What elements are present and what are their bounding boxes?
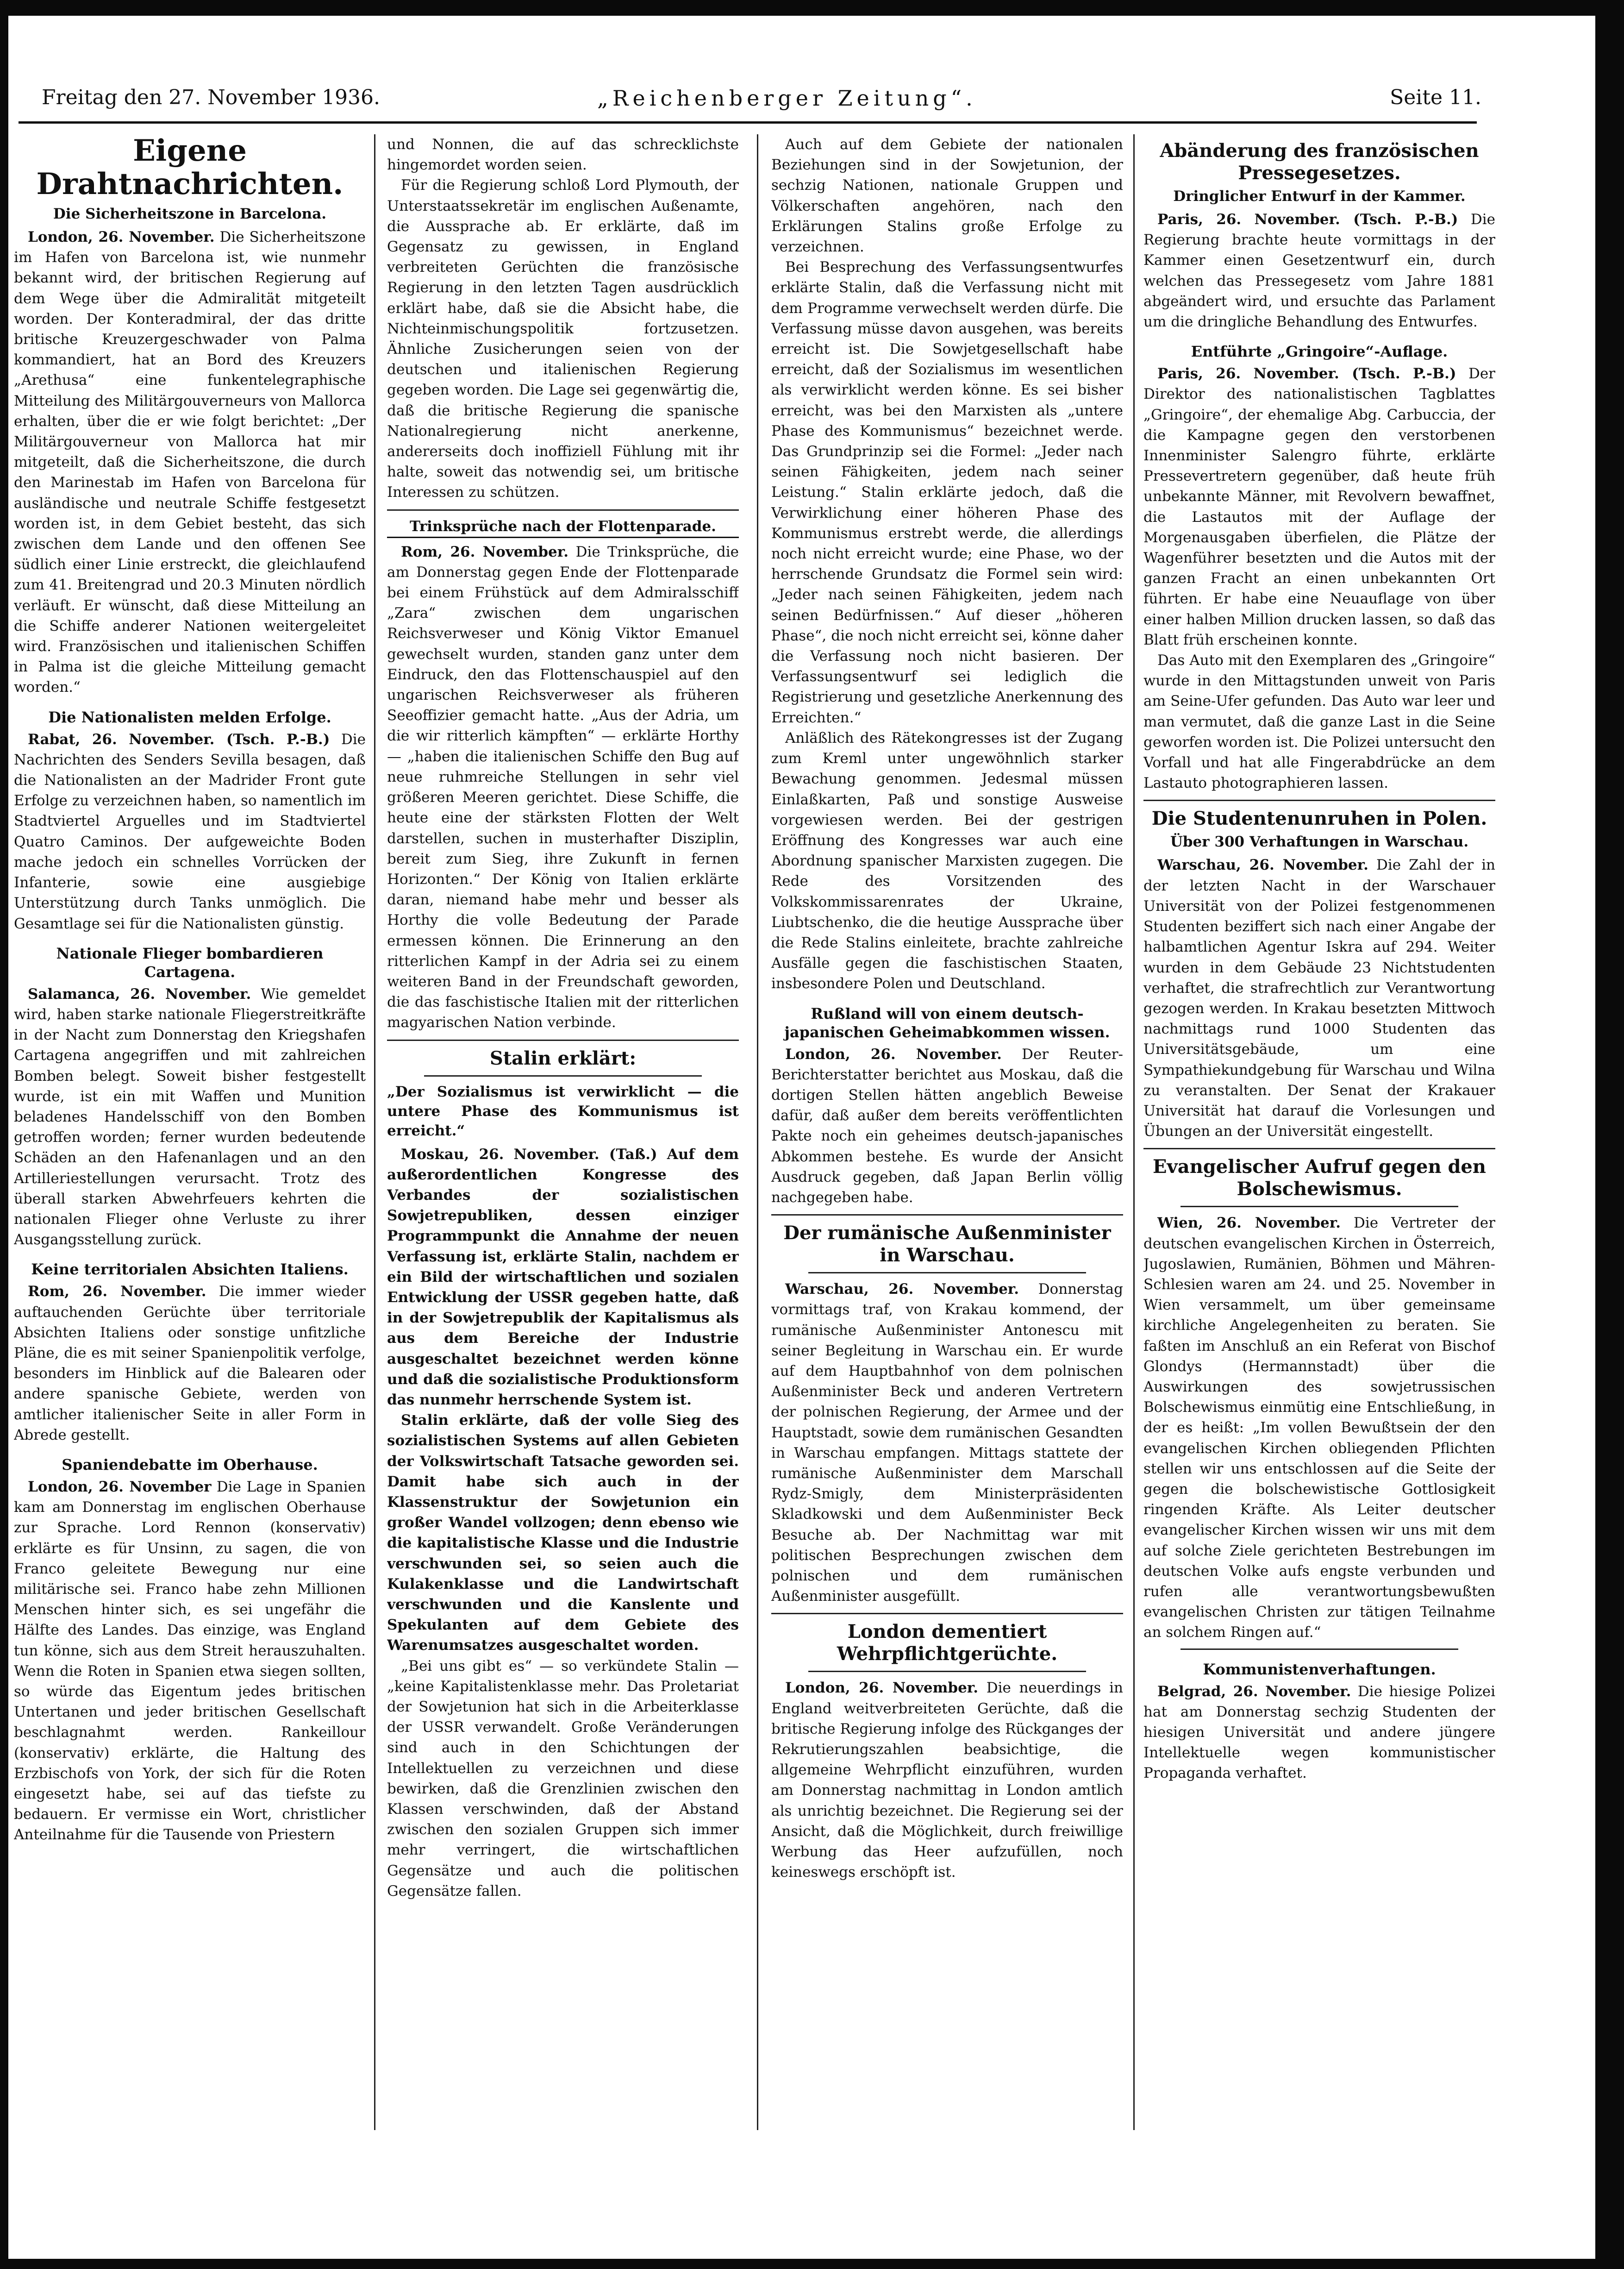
article-continuation: und Nonnen, die auf das schrecklichste hingemordet worden seien. <box>387 136 739 174</box>
article-text: Wie gemeldet wird, haben starke nationale Fliegerstreitkräfte in der Nacht zum Donnerstag den Kriegshafen Cartagena angegriffen und mit zahlreichen Bomben belegt. Soweit bisher festgestellt wurde, ist ein mit Waffen und Munition beladenes Handelsschiff von den Bomben getroffen worden; ferner wurden bedeutende Schäden an den Hafenanlagen und an den Artilleriestellungen verursacht. Trotz des überall starken Abwehrfeuers kehrten die nationalen Flieger ohne Verluste zu ihrer Ausgangsstellung zurück. <box>14 985 366 1248</box>
article-heading: Entführte „Gringoire“-Auflage. <box>1191 343 1448 361</box>
article-text: Die neuerdings in England weitverbreiteten Gerüchte, daß die britische Regierung infolge des Rückganges der Rekrutierungszahlen beabsichtige, die allgemeine Wehrpflicht einzuführen, wurden am Donnerstag nachmittag in London amtlich als unrichtig bezeichnet. Die Regierung sei der Ansicht, daß die Möglichkeit, durch freiwillige Werbung das Heer aufzufüllen, noch keineswegs erschöpft ist. <box>771 1680 1123 1881</box>
article-body <box>14 729 366 934</box>
heading-rule <box>808 1272 1086 1273</box>
column-2 <box>387 134 739 2130</box>
article-heading: Nationale Flieger bombardieren Cartagena. <box>56 944 324 981</box>
article-body <box>1143 1681 1495 1784</box>
article-heading: Spaniendebatte im Oberhause. <box>62 1455 318 1473</box>
article-text: Auf dem außerordentlichen Kongresse des Verbandes der sozialistischen Sowjetrepubliken, dessen einziger Programmpunkt die Annahme der neuen Verfassung ist, erklärte Stalin, nachdem er ein Bild der wirtschaftlichen und sozialen Entwicklung der USSR gegeben hatte, daß in der Sowjetrepublik der Kapitalismus als aus dem Bereiche der Industrie ausgeschaltet bezeichnet werden könne und daß die sozialistische Produktionsform das nunmehr herrschende System ist. <box>387 1146 739 1408</box>
dateline: London, 26. November. <box>28 229 215 245</box>
dateline: London, 26. November. <box>785 1680 979 1697</box>
article-paragraph: Auch auf dem Gebiete der nationalen Beziehungen sind in der Sowjetunion, der sechzig Nationen, nationale Gruppen und Völkerschaften angehören, nach den Erklärungen Stalins große Erfolge zu verzeichnen. <box>771 136 1123 256</box>
heading-rule <box>1181 1206 1458 1207</box>
article-heading: Kommunistenverhaftungen. <box>1203 1660 1436 1678</box>
section-title: Eigene Drahtnachrichten. <box>36 134 344 201</box>
article-body <box>14 1281 366 1445</box>
article-text: Der Direktor des nationalistischen Tagblattes „Gringoire“, der ehemalige Abg. Carbuccia, der die Kampagne gegen den verstorbenen Innenminister Salengro führte, erklärte Pressevertretern gegenüber, daß heute früh unbekannte Männer, mit Revolvern bewaffnet, die Lastautos mit der Auflage der Morgenausgaben überfielen, die Plätze der Wagenführer besetzten und die Autos mit der ganzen Fracht an einen unbekannten Ort führten. Er habe eine Neuauflage von über einer halben Million drucken lassen, so daß das Blatt früh erscheinen konnte. <box>1143 365 1495 648</box>
dateline: Warschau, 26. November. <box>785 1281 1019 1298</box>
article-heading: Trinksprüche nach der Flottenparade. <box>387 517 739 538</box>
article-body <box>771 1678 1123 1882</box>
article-body <box>771 1279 1123 1606</box>
article-subheading: Dringlicher Entwurf in der Kammer. <box>1173 188 1466 205</box>
article-text: Die hiesige Polizei hat am Donnerstag sechzig Studenten der hiesigen Universität und andere jüngere Intellektuelle wegen kommunistischer Propaganda verhaftet. <box>1143 1683 1495 1782</box>
article-paragraph: Bei Besprechung des Verfassungsentwurfes erklärte Stalin, daß die Verfassung nicht mit dem Programme verwechselt werden dürfe. Die Verfassung müsse davon ausgehen, was bereits erreicht ist. Die Sowjetgesellschaft habe erreicht, daß der Sozialismus im wesentlichen als verwirklicht werden könne. Es sei bisher erreicht, was bei den Marxisten als „untere Phase des Kommunismus“ bezeichnet werde. Das Grundprinzip sei die Formel: „Jeder nach seinen Fähigkeiten, jedem nach seiner Leistung.“ Stalin erklärte jedoch, daß die Verwirklichung einer höheren Phase des Kommunismus erstrebt werde, die allerdings noch nicht erreicht wurde; eine Phase, wo der herrschende Grundsatz die Formel sein wird: „Jeder nach seinen Fähigkeiten, jedem nach seinen Bedürfnissen.“ Auf dieser „höheren Phase“, die noch nicht erreicht sei, könne daher die Verfassung noch nicht basieren. Der Verfassungsentwurf sei lediglich die Registrierung und gesetzliche Anerkennung des Erreichten.“ <box>771 259 1123 726</box>
dateline: Wien, 26. November. <box>1157 1215 1341 1232</box>
article-text: Die Nachrichten des Senders Sevilla besagen, daß die Nationalisten an der Madrider Front gute Erfolge zu verzeichnen haben, so namentlich im Stadtviertel Arguelles und im Stadtviertel Quatro Caminos. Der aufgeweichte Boden mache jedoch ein schnelles Vorrücken der Infanterie, sowie eine ausgiebige Unterstützung durch Tanks unmöglich. Die Gesamtlage sei für die Nationalisten günstig. <box>14 731 366 932</box>
article-text: Die Zahl der in der letzten Nacht in der Warschauer Universität von der Polizei festgenommenen Studenten beziffert sich nach einer Angabe der halbamtlichen Agentur Iskra auf 294. Weiter wurden in dem Gebäude 23 Nichtstudenten verhaftet, die strafrechtlich zur Verantwortung gezogen werden. In Krakau besetzten Mittwoch nachmittags rund 1000 Studenten das Universitätsgebäude, um eine Sympathiekundgebung für Warschau und Wilna zu veranstalten. Der Senat der Krakauer Universität hat darauf die Vorlesungen und Übungen an der Universität eingestellt. <box>1143 857 1495 1140</box>
column-3 <box>771 134 1123 2130</box>
article-heading: Die Sicherheitszone in Barcelona. <box>53 206 327 222</box>
article-heading: Keine territorialen Absichten Italiens. <box>31 1260 349 1279</box>
article-paragraph: Stalin erklärte, daß der volle Sieg des sozialistischen Systems auf allen Gebieten der Volkswirtschaft Tatsache geworden sei. Damit habe sich auch in der Klassenstruktur der Sowjetunion ein großer Wandel vollzogen; denn ebenso wie die kapitalistische Klasse und die Industrie verschwunden sei, so seien auch die Kulakenklasse und die Landwirtschaft verschwunden und die Kanslente und Spekulanten auf dem Gebiete des Warenumsatzes ausgeschaltet worden. <box>387 1412 739 1654</box>
column-rule <box>1133 134 1135 2130</box>
article-separator <box>1143 800 1495 801</box>
scan-border-bottom <box>0 2259 1624 2269</box>
article-lede: „Der Sozialismus ist verwirklicht — die untere Phase des Kommunismus ist erreicht.“ <box>387 1083 739 1139</box>
article-text: Die Regierung brachte heute vormittags in der Kammer einen Gesetzentwurf ein, durch welchen das Pressegesetz vom Jahre 1881 abgeändert wird, und ersuchte das Parlament um die dringliche Behandlung des Entwurfes. <box>1143 211 1495 331</box>
scan-border-left <box>0 0 8 2269</box>
article-body <box>1143 364 1495 650</box>
dateline: Warschau, 26. November. <box>1157 857 1368 874</box>
article-body <box>1143 1213 1495 1642</box>
article-heading: Rußland will von einem deutsch-japanischen Geheimabkommen wissen. <box>784 1004 1110 1041</box>
article-text: Die immer wieder auftauchenden Gerüchte über territoriale Absichten Italiens oder sonstige unfitzliche Pläne, die es mit seiner Spanienpolitik verfolge, besonders im Hinblick auf die Balearen oder andere spanische Gebiete, werden von amtlicher italienischer Seite in aller Form in Abrede gestellt. <box>14 1283 366 1443</box>
article-heading: Stalin erklärt: <box>489 1047 637 1069</box>
article-paragraph: „Bei uns gibt es“ — so verkündete Stalin — „keine Kapitalistenklasse mehr. Das Proletariat der Sowjetunion hat sich in die Arbeiterklasse der USSR verwandelt. Große Veränderungen sind auch in den Schichtungen der Intellektuellen zu verzeichnen und diese bewirken, daß die Grenzlinien zwischen den Klassen verschwinden, daß der Abstand zwischen den sozialen Gruppen sich immer mehr verringert, die wirtschaftlichen Gegensätze und auch die politischen Gegensätze fallen. <box>387 1657 739 1899</box>
dateline: London, 26. November. <box>785 1046 1002 1063</box>
article-heading: Abänderung des französischen Pressegesetzes. <box>1160 140 1479 184</box>
header-rule <box>19 121 1477 124</box>
article-paragraph: Für die Regierung schloß Lord Plymouth, der Unterstaatssekretär im englischen Außenamte, die Aussprache ab. Er erklärte, daß im Gegensatz zu gewissen, in England verbreiteten Gerüchten die französische Regierung in den letzten Tagen ausdrücklich erklärt habe, daß sie die Absicht habe, die Nichteinmischungspolitik fortzusetzen. Ähnliche Zusicherungen seien von der deutschen und italienischen Regierung gegeben worden. Die Lage sei gegenwärtig die, daß die britische Regierung die spanische Nationalregierung nicht anerkenne, andererseits doch inoffiziell Fühlung mit ihr halte, soweit das notwendig sei, um britische Interessen zu schützen. <box>387 177 739 501</box>
article-separator <box>387 1040 739 1041</box>
header-masthead: „Reichenberger Zeitung“. <box>597 86 977 111</box>
article-separator <box>387 509 739 511</box>
column-rule <box>757 134 758 2130</box>
dateline: Rabat, 26. November. (Tsch. P.-B.) <box>28 731 330 748</box>
article-text: Der Reuter-Berichterstatter berichtet aus Moskau, daß die dortigen Stellen hätten angeblich Beweise dafür, daß außer dem bereits veröffentlichten Pakte noch ein geheimes deutsch-japanisches Abkommen bestehe. Es wurde der Ansicht Ausdruck gegeben, daß Japan Berlin völlig nachgegeben habe. <box>771 1046 1123 1206</box>
article-body <box>1143 855 1495 1141</box>
article-heading: London dementiert Wehrpflichtgerüchte. <box>837 1621 1058 1665</box>
page-header <box>42 86 1481 118</box>
article-separator <box>1143 1148 1495 1149</box>
dateline: Paris, 26. November. (Tsch. P.-B.) <box>1157 365 1456 382</box>
header-date: Freitag den 27. November 1936. <box>42 86 381 109</box>
article-paragraph: Anläßlich des Rätekongresses ist der Zugang zum Kreml unter ungewöhnlich starker Bewachung genommen. Jedesmal müssen Einlaßkarten, Paß und sonstige Ausweise vorgewiesen werden. Bei der gestrigen Eröffnung des Kongresses war auch eine Abordnung spanischer Marxisten zugegen. Die Rede des Vorsitzenden des Volkskommissarenrates der Ukraine, Liubtschenko, die die heutige Aussprache über die Rede Stalins einleitete, brachte zahlreiche Ausfälle gegen die faschistischen Staaten, insbesondere Polen und Deutschland. <box>771 729 1123 992</box>
article-heading: Die Studentenunruhen in Polen. <box>1151 808 1487 830</box>
article-separator <box>1181 1648 1458 1650</box>
article-heading: Die Nationalisten melden Erfolge. <box>48 708 331 726</box>
dateline: Rom, 26. November. <box>401 543 569 560</box>
article-body <box>14 1477 366 1845</box>
dateline: Salamanca, 26. November. <box>28 985 251 1003</box>
scan-border-top <box>0 0 1624 16</box>
column-1 <box>14 134 366 2130</box>
article-body <box>771 1044 1123 1208</box>
article-text: Donnerstag vormittags traf, von Krakau kommend, der rumänische Außenminister Antonescu mit seiner Begleitung in Warschau ein. Er wurde auf dem Hauptbahnhof von dem polnischen Außenminister Beck und anderen Vertretern der polnischen Regierung, der Armee und der Hauptstadt, sowie dem rumänischen Gesandten in Warschau empfangen. Mittags stattete der rumänische Außenminister dem Marschall Rydz-Smigly, dem Ministerpräsidenten Skladkowski und dem Außenminister Beck Besuche ab. Der Nachmittag war mit politischen Besprechungen zwischen dem polnischen und dem rumänischen Außenminister ausgefüllt. <box>771 1281 1123 1605</box>
dateline: Moskau, 26. November. (Taß.) <box>401 1146 657 1163</box>
article-text: Die Trinksprüche, die am Donnerstag gegen Ende der Flottenparade bei einem Frühstück auf dem Admiralsschiff „Zara“ zwischen dem ungarischen Reichsverweser und König Viktor Emanuel gewechselt wurden, standen ganz unter dem Eindruck, den das Flottenschauspiel auf den ungarischen Reichsverweser als früheren Seeoffizier gemacht hatte. „Aus der Adria, um die wir ritterlich kämpften“ — erklärte Horthy — „haben die italienischen Schiffe den Bug auf neue ruhmreiche Stellungen in sehr viel größeren Meeren gerichtet. Diese Schiffe, die heute eine der stärksten Flotten der Welt darstellen, suchen in musterhafter Disziplin, bereit zum Sieg, ihre Zukunft in fernen Horizonten.“ Der König von Italien erklärte daran, niemand habe mehr und besser als Horthy die volle Bedeutung der Parade ermessen können. Die Erinnerung an den ritterlichen Kampf in der Adria sei zu einem weiteren Band in der Freundschaft geworden, die das faschistische Italien mit der ritterlichen magyarischen Nation verbinde. <box>387 543 739 1031</box>
dateline: Belgrad, 26. November. <box>1157 1683 1351 1700</box>
article-body <box>14 984 366 1250</box>
dateline: Rom, 26. November. <box>28 1283 206 1300</box>
article-body <box>387 542 739 1033</box>
column-4 <box>1143 134 1495 2130</box>
article-heading: Evangelischer Aufruf gegen den Bolschewismus. <box>1153 1156 1486 1200</box>
article-body <box>14 227 366 698</box>
article-body <box>387 1144 739 1410</box>
scan-border-right <box>1595 0 1624 2269</box>
article-heading: Der rumänische Außenminister in Warschau. <box>783 1222 1111 1266</box>
heading-rule <box>424 1075 702 1077</box>
article-subheading: Über 300 Verhaftungen in Warschau. <box>1170 834 1469 851</box>
article-separator <box>771 1613 1123 1614</box>
article-text: Die Lage in Spanien kam am Donnerstag im englischen Oberhause zur Sprache. Lord Rennon (konservativ) erklärte es für Unsinn, zu sagen, die von Franco geleitete Bewegung nur eine militärische sei. Franco habe zehn Millionen Menschen hinter sich, es sei ungefähr die Hälfte des Landes. Das einzige, was England tun könne, sich aus dem Streit herauszuhalten. Wenn die Roten in Spanien etwa siegen sollten, so würde das Eigentum jedes britischen Untertanen und jeder britischen Gesellschaft beschlagnahmt werden. Rankeillour (konservativ) erklärte, die Haltung des Erzbischofs von York, der sich für die Roten eingesetzt habe, sei auf das tiefste zu bedauern. Er vermisse ein Wort, christlicher Anteilnahme für die Tausende von Priestern <box>14 1478 366 1843</box>
article-separator <box>771 1214 1123 1216</box>
heading-rule <box>808 1671 1086 1672</box>
dateline: Paris, 26. November. (Tsch. P.-B.) <box>1157 211 1458 228</box>
article-body <box>1143 209 1495 332</box>
column-rule <box>374 134 375 2130</box>
header-page-number: Seite 11. <box>1390 86 1481 109</box>
article-paragraph: Das Auto mit den Exemplaren des „Gringoire“ wurde in den Mittagstunden unweit von Paris am Seine-Ufer gefunden. Das Auto war leer und man vermutet, daß die ganze Last in die Seine geworfen worden ist. Die Polizei untersucht den Vorfall und hat alle Fingerabdrücke an dem Lastauto photographieren lassen. <box>1143 652 1495 792</box>
dateline: London, 26. November <box>28 1478 212 1495</box>
article-text: Die Sicherheitszone im Hafen von Barcelona ist, wie nunmehr bekannt wird, der britischen Regierung auf dem Wege über die Admiralität mitgeteilt worden. Der Konteradmiral, der das dritte britische Kreuzergeschwader von Palma kommandiert, hat an Bord des Kreuzers „Arethusa“ eine funkentelegraphische Mitteilung des Militärgouverneurs von Mallorca erhalten, über die er wie folgt berichtet: „Der Militärgouverneur von Mallorca hat mir mitgeteilt, daß die Sicherheitszone, die durch den Marinestab im Hafen von Barcelona für ausländische und neutrale Schiffe festgesetzt worden ist, in dem Gebiet besteht, das sich zwischen dem Lande und den offenen See südlich einer Linie erstreckt, die gleichlaufend zum 41. Breitengrad und 20.3 Minuten nördlich verläuft. Er wünscht, daß diese Mitteilung an die Schiffe anderer Nationen weitergeleitet wird. Französischen und italienischen Schiffen in Palma ist die gleiche Mitteilung gemacht worden.“ <box>14 229 366 696</box>
article-text: Die Vertreter der deutschen evangelischen Kirchen in Österreich, Jugoslawien, Rumänien, Böhmen und Mähren-Schlesien waren am 24. und 25. November in Wien versammelt, um über gemeinsame kirchliche Angelegenheiten zu beraten. Sie faßten im Anschluß an ein Referat von Bischof Glondys (Hermannstadt) über die Auswirkungen des sowjetrussischen Bolschewismus einmütig eine Entschließung, in der es heißt: „Im vollen Bewußtsein der den evangelischen Kirchen obliegenden Pflichten stellen wir uns entschlossen auf die Seite der gegen die bolschewistische Gottlosigkeit ringenden Kräfte. Als Leiter deutscher evangelischer Kirchen wissen wir uns mit dem auf solche Ziele gerichteten Bestrebungen im deutschen Volke aufs engste verbunden und rufen alle verantwortungsbewußten evangelischen Christen zur tätigen Teilnahme an solchem Ringen auf.“ <box>1143 1215 1495 1641</box>
